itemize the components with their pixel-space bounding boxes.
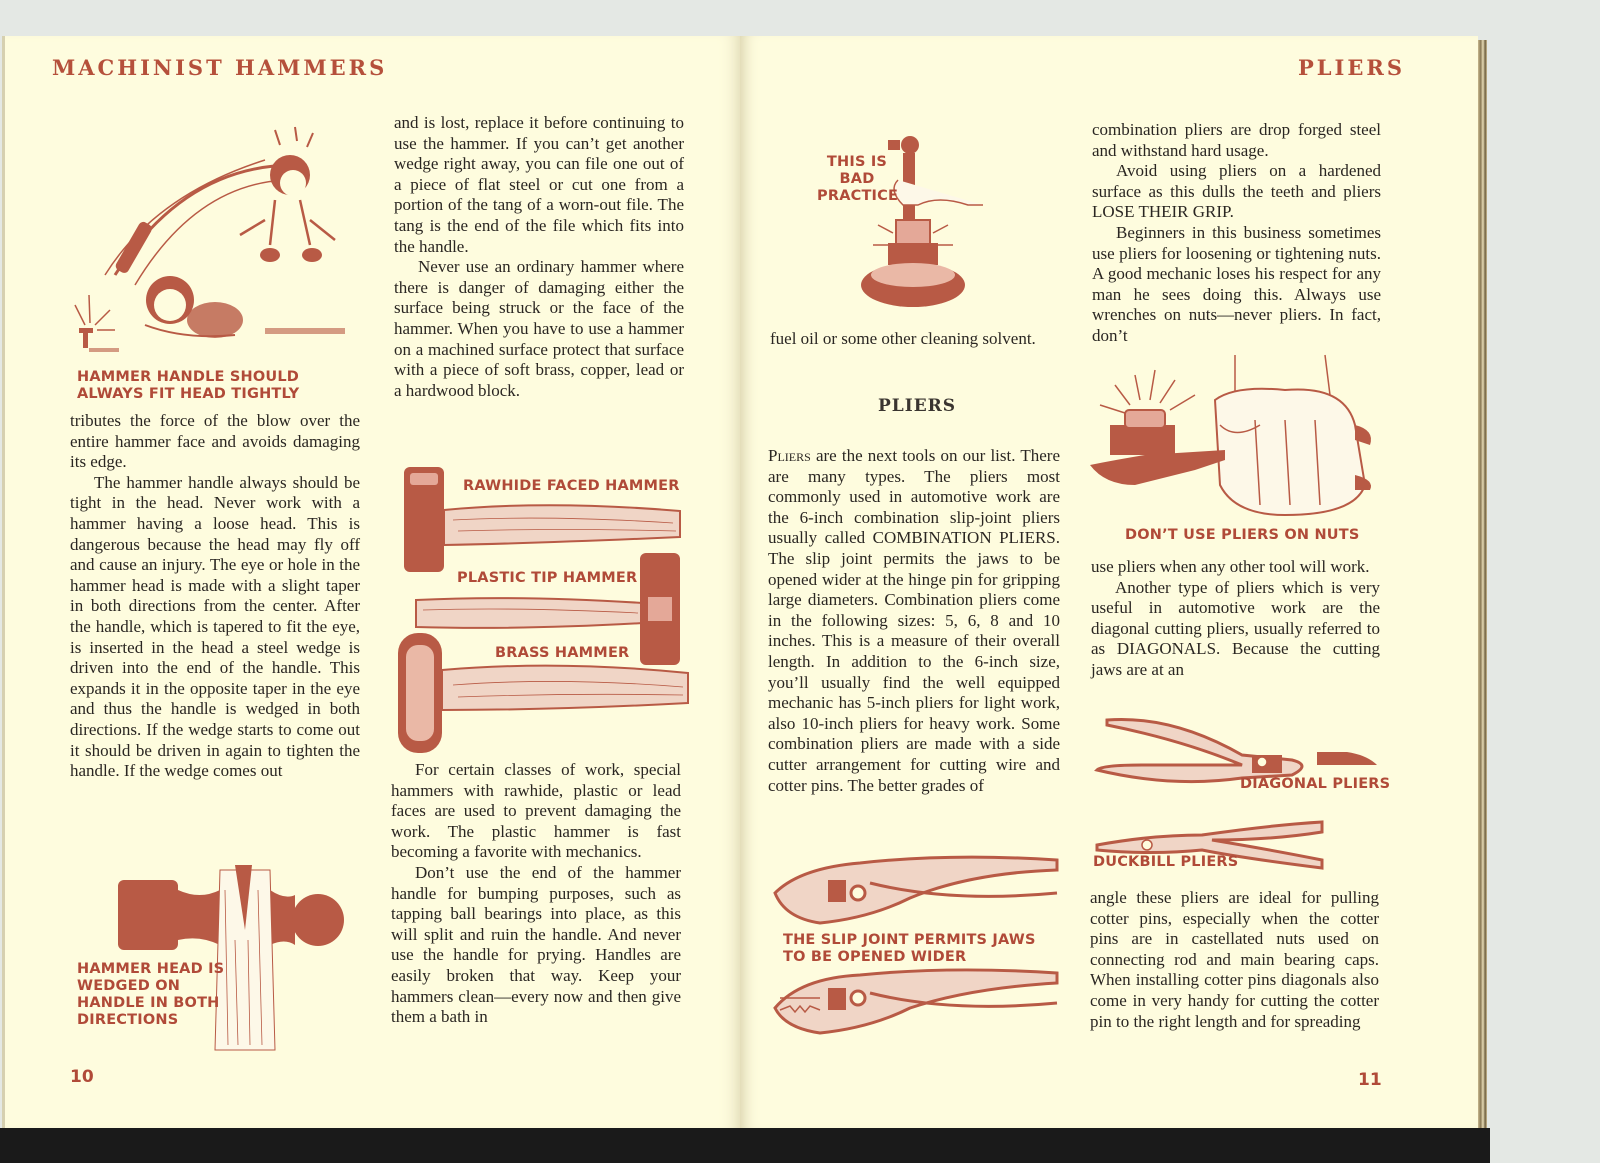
pliers-section-title: PLIERS: [878, 396, 957, 416]
slip-joint-caption: THE SLIP JOINT PERMITS JAWS TO BE OPENED WIDER: [783, 932, 1036, 965]
right-col1-p1: fuel oil or some other cleaning solvent.: [770, 329, 1036, 348]
right-col2-p6: angle these pliers are ideal for pulling cotter pins, especially when the cotter pins are in castellated nuts used on connecting rod and main bearing caps. When installing cotter pins diagonals also come in very handy for cutting the cotter pin to the right length and for spreading: [1090, 888, 1379, 1031]
right-col2-p2: Avoid using pliers on a hardened surface as this dulls the teeth and pliers LOSE THEIR GRIP.: [1092, 161, 1381, 222]
right-col2-p4: use pliers when any other tool will work.: [1091, 557, 1370, 576]
left-col1-p2: The hammer handle always should be tight in the head. Never work with a hammer having a loose head. This is dangerous because the head may fly off and cause an injury. The eye or hole in the hammer head is made with a slight taper in both directions from the center. After the handle, which is tapered to fit the eye, is inserted in the head a steel wedge is driven into the end of the handle. This expands it in the opposite taper in the eye and thus the handle is wedged in both directions. If the wedge starts to come out it should be driven in again to tighten the handle. If the wedge comes out: [70, 472, 360, 781]
right-running-head: PLIERS: [1298, 55, 1406, 80]
left-running-head: MACHINIST HAMMERS: [52, 55, 388, 80]
left-col2-text-top: [394, 113, 684, 401]
right-col2-p3: Beginners in this business sometimes use pliers for loosening or tightening nuts. A good mechanic loses his respect for any man he sees doing this. Always use wrenches on nuts—never pliers. In fact, don’t: [1092, 222, 1381, 345]
right-page-number: 11: [1358, 1070, 1382, 1090]
left-col2-p4: Don’t use the end of the hammer handle for bumping purposes, such as tapping ball bearings into place, as this will split and ruin the handle. And never use the handle for prying. Handles are easily broken that way. Keep your hammers clean—every now and then give them a bath in: [391, 862, 681, 1027]
right-col1-p2: are the next tools on our list. There are many types. The pliers most commonly used in automotive work are the 6-inch combination slip-joint pliers usually called COMBINATION PLIERS. The slip joint permits the jaws to be opened wider at the hinge pin for gripping large diameters. Combination pliers come in the following sizes: 5, 6, 8 and 10 inches. This is a measure of their overall length. In addition to the 6-inch size, you’ll usually find the well equipped mechanic has 5-inch pliers for light work, also 10-inch pliers for heavy work. Some combination pliers are made with a side cutter arrangement for cutting wire and cotter pins. The better grades of: [768, 446, 1060, 795]
right-col2-text-bottom: [1090, 888, 1379, 1032]
right-col1-text-main: [768, 446, 1060, 796]
kids-hammer-cartoon-illustration: [75, 125, 365, 360]
right-col2-text-top: [1092, 120, 1381, 347]
left-col2-p2: Never use an ordinary hammer where there is danger of damaging either the surface being struck or the face of the hammer. When you have to use a hammer on a machined surface protect that surface with a piece of soft brass, copper, lead or a hardwood block.: [394, 257, 684, 400]
right-col2-p5: Another type of pliers which is very useful in automotive work are the diagonal cutting pliers, usually referred to as DIAGONALS. Because the cutting jaws are at an: [1091, 577, 1380, 679]
left-page-number: 10: [70, 1067, 94, 1087]
three-hammers-illustration: [398, 465, 693, 755]
left-col2-p3: For certain classes of work, special hammers with rawhide, plastic or lead faces are used to prevent damaging the work. The plastic hammer is fast becoming a favorite with mechanics.: [391, 760, 681, 862]
bad-practice-caption: THIS IS BAD PRACTICE: [817, 154, 899, 204]
left-col2-p1: and is lost, replace it before continuing to use the hammer. If you can’t get another wedge right away, you can file one out of a piece of flat steel or cut one from a portion of the tang of a worn-out file. The tang is the end of the file which fits into the handle.: [394, 113, 684, 256]
duckbill-pliers-label: DUCKBILL PLIERS: [1093, 854, 1239, 870]
wedged-head-caption: HAMMER HEAD IS WEDGED ON HANDLE IN BOTH DIRECTIONS: [77, 961, 225, 1028]
right-col2-text-mid: [1091, 557, 1380, 681]
plastic-tip-hammer-label: PLASTIC TIP HAMMER: [457, 570, 638, 586]
pliers-on-nut-illustration: [1085, 355, 1385, 525]
left-col2-text-bottom: [391, 760, 681, 1028]
brass-hammer-label: BRASS HAMMER: [495, 645, 630, 661]
kids-cartoon-caption: HAMMER HANDLE SHOULD ALWAYS FIT HEAD TIGHTLY: [77, 369, 300, 402]
pliers-lead-word: Pliers: [768, 446, 811, 465]
page-edge: [1478, 40, 1487, 1128]
right-col2-p1: combination pliers are drop forged steel and withstand hard usage.: [1092, 120, 1381, 160]
rawhide-hammer-label: RAWHIDE FACED HAMMER: [463, 478, 680, 494]
right-col1-text-top: [770, 329, 1060, 350]
left-col1-text: [70, 411, 360, 782]
diagonal-pliers-label: DIAGONAL PLIERS: [1240, 776, 1391, 792]
book-shadow: [0, 1128, 1490, 1163]
left-col1-p1: tributes the force of the blow over the entire hammer face and avoids damaging its edge.: [70, 411, 360, 472]
dont-use-pliers-on-nuts-caption: DON’T USE PLIERS ON NUTS: [1125, 527, 1360, 543]
